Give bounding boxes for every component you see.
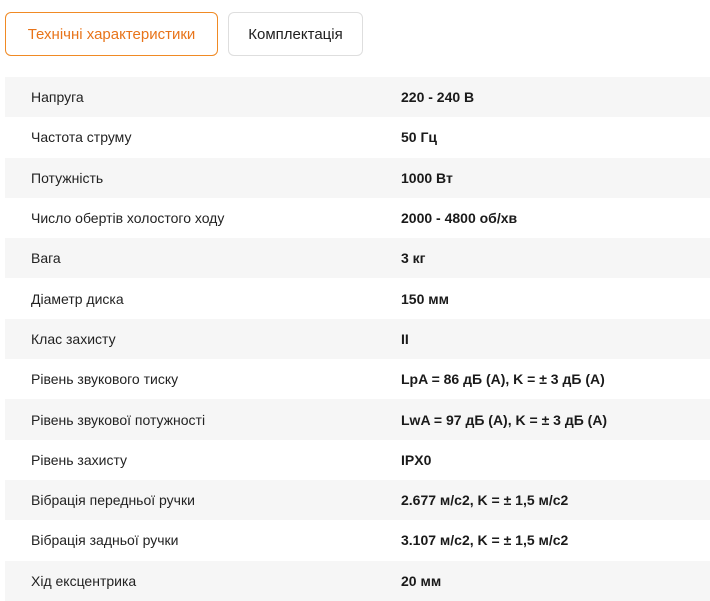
spec-label: Діаметр диска bbox=[31, 290, 124, 307]
spec-label: Напруга bbox=[31, 89, 84, 106]
spec-value: 150 мм bbox=[401, 290, 449, 307]
spec-row-disc-diameter bbox=[5, 278, 710, 318]
spec-row-voltage bbox=[5, 77, 710, 117]
spec-row-frequency bbox=[5, 117, 710, 157]
spec-row-eccentric-stroke bbox=[5, 561, 710, 601]
spec-value: 220 - 240 В bbox=[401, 89, 475, 106]
spec-label: Рівень звукового тиску bbox=[31, 371, 179, 388]
spec-row-rear-handle-vibration bbox=[5, 520, 710, 560]
spec-value: LpA = 86 дБ (A), K = ± 3 дБ (A) bbox=[401, 371, 605, 388]
spec-value: 1000 Вт bbox=[401, 169, 453, 186]
spec-value: 3 кг bbox=[401, 250, 426, 267]
spec-row-sound-pressure bbox=[5, 359, 710, 399]
spec-value: LwA = 97 дБ (A), K = ± 3 дБ (A) bbox=[401, 411, 608, 428]
spec-label: Рівень звукової потужності bbox=[31, 411, 206, 428]
spec-label: Частота струму bbox=[31, 129, 132, 146]
spec-label: Вібрація передньої ручки bbox=[31, 492, 195, 509]
spec-row-weight bbox=[5, 238, 710, 278]
spec-value: 2000 - 4800 об/хв bbox=[401, 210, 518, 227]
spec-label: Хід ексцентрика bbox=[31, 572, 137, 589]
spec-value: 3.107 м/с2, K = ± 1,5 м/с2 bbox=[401, 532, 569, 549]
spec-row-idle-speed bbox=[5, 198, 710, 238]
spec-row-front-handle-vibration bbox=[5, 480, 710, 520]
specifications-table bbox=[5, 77, 710, 601]
spec-label: Рівень захисту bbox=[31, 451, 128, 468]
spec-value: 50 Гц bbox=[401, 129, 438, 146]
spec-value: II bbox=[401, 330, 409, 347]
tab-bar bbox=[5, 12, 363, 56]
spec-value: 20 мм bbox=[401, 572, 442, 589]
spec-row-protection-class bbox=[5, 319, 710, 359]
spec-label: Клас захисту bbox=[31, 330, 116, 347]
spec-row-power bbox=[5, 158, 710, 198]
spec-value: IPX0 bbox=[401, 451, 432, 468]
spec-label: Число обертів холостого ходу bbox=[31, 210, 225, 227]
spec-label: Вібрація задньої ручки bbox=[31, 532, 179, 549]
spec-label: Потужність bbox=[31, 169, 104, 186]
spec-label: Вага bbox=[31, 250, 61, 267]
tab-package-contents[interactable]: Комплектація bbox=[228, 12, 363, 56]
spec-value: 2.677 м/с2, K = ± 1,5 м/с2 bbox=[401, 492, 569, 509]
spec-row-protection-level bbox=[5, 440, 710, 480]
spec-row-sound-power bbox=[5, 399, 710, 439]
tab-specifications[interactable]: Технічні характеристики bbox=[5, 12, 218, 56]
